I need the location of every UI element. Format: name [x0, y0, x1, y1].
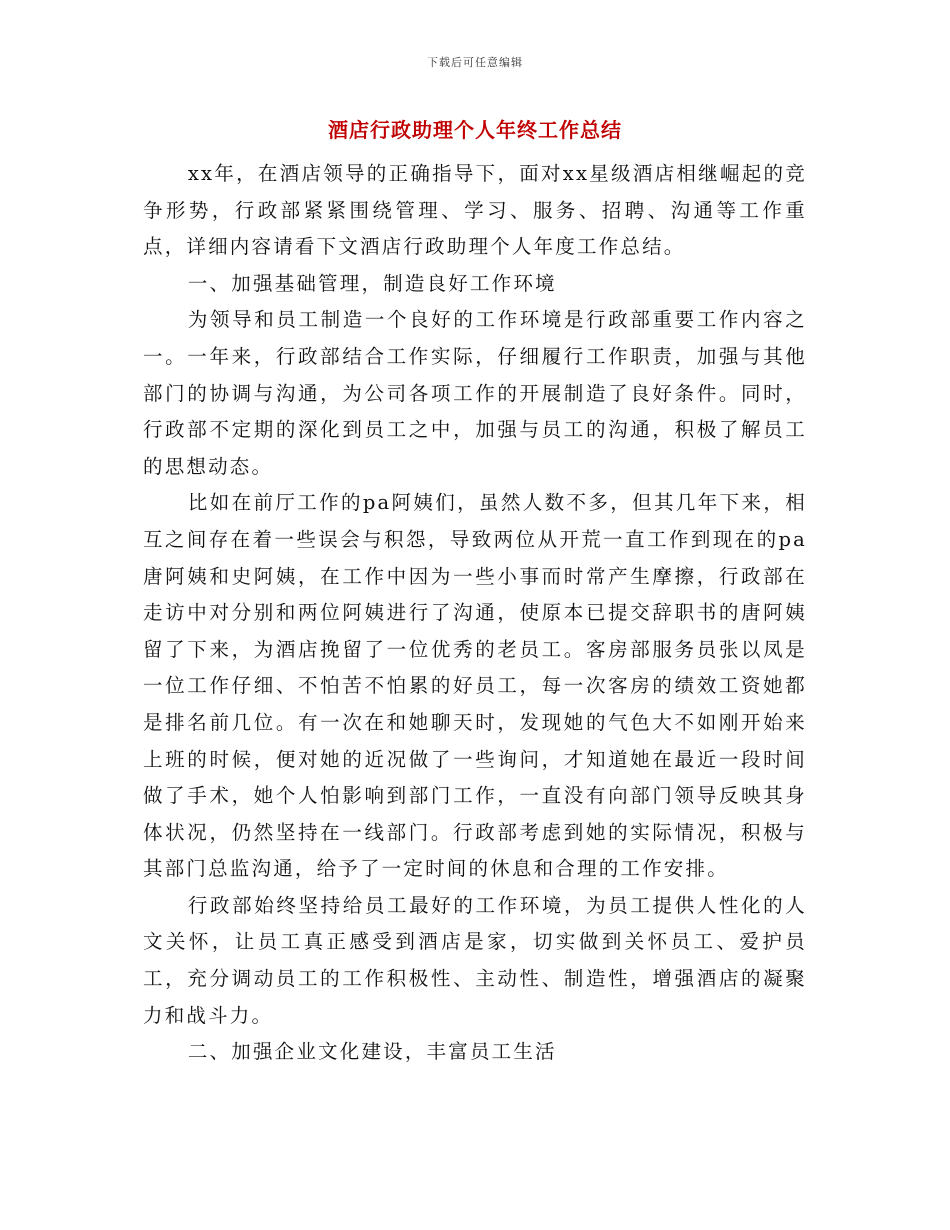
- section-heading-1: 一、加强基础管理，制造良好工作环境: [187, 271, 557, 295]
- body-paragraph: 行政部始终坚持给员工最好的工作环境，为员工提供人性化的人文关怀，让员工真正感受到酒店是家，切实做到关怀员工、爱护员工，充分调动员工的工作积极性、主动性、制造性，增强酒店的凝聚力和战斗力。: [143, 893, 807, 1027]
- document-title: 酒店行政助理个人年终工作总结: [328, 118, 622, 142]
- header-note: 下载后可任意编辑: [427, 56, 523, 69]
- intro-paragraph: xx年，在酒店领导的正确指导下，面对xx星级酒店相继崛起的竞争形势，行政部紧紧围绕管理、学习、服务、招聘、沟通等工作重点，详细内容请看下文酒店行政助理个人年度工作总结。: [143, 162, 807, 259]
- section-heading-2: 二、加强企业文化建设，丰富员工生活: [187, 1040, 557, 1064]
- document-body: [143, 156, 807, 1071]
- body-paragraph: 为领导和员工制造一个良好的工作环境是行政部重要工作内容之一。一年来，行政部结合工作实际，仔细履行工作职责，加强与其他部门的协调与沟通，为公司各项工作的开展制造了良好条件。同时，行政部不定期的深化到员工之中，加强与员工的沟通，积极了解员工的思想动态。: [143, 308, 807, 478]
- body-paragraph: 比如在前厅工作的pa阿姨们，虽然人数不多，但其几年下来，相互之间存在着一些误会与积怨，导致两位从开荒一直工作到现在的pa唐阿姨和史阿姨，在工作中因为一些小事而时常产生摩擦，行政部在走访中对分别和两位阿姨进行了沟通，使原本已提交辞职书的唐阿姨留了下来，为酒店挽留了一位优秀的老员工。客房部服务员张以凤是一位工作仔细、不怕苦不怕累的好员工，每一次客房的绩效工资她都是排名前几位。有一次在和她聊天时，发现她的气色大不如刚开始来上班的时候，便对她的近况做了一些询问，才知道她在最近一段时间做了手术，她个人怕影响到部门工作，一直没有向部门领导反映其身体状况，仍然坚持在一线部门。行政部考虑到她的实际情况，积极与其部门总监沟通，给予了一定时间的休息和合理的工作安排。: [143, 491, 807, 881]
